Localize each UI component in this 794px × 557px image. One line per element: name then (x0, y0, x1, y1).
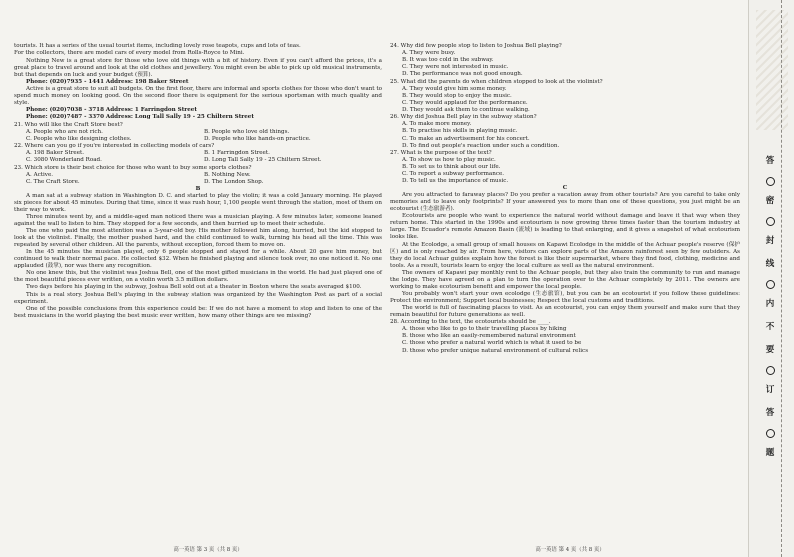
question-stem: 28. According to the text, the ecotourists should be ____. (390, 319, 551, 326)
passage-paragraph: The owners of Kapawi pay monthly rent to the Achuar people, but they also train the community to run and manage the lodge. They have agreed on a plan to turn the operation over to the Achuar completely by 2011. The owners are working to make ecotourism benefit and empower the local people. (390, 269, 740, 290)
page-3-body (14, 43, 382, 320)
passage-paragraph: One of the possible conclusions from this experience could be: If we do not have a moment to stop and listen to one of the best musicians in the world playing the best music ever written, how many other things are we missing? (14, 305, 382, 319)
option: B. People who love old things. (204, 128, 290, 135)
intro-line: For the collectors, there are model cars of every model from Rolls-Royce to Mini. (14, 50, 245, 57)
option: B. 1 Farringdon Street. (204, 150, 270, 157)
seal-char: 密 (765, 196, 775, 206)
question-24 (390, 43, 740, 78)
option: D. The London Shop. (204, 178, 264, 185)
seal-line (781, 0, 782, 557)
option: D. People who like hands-on practice. (204, 135, 311, 142)
passage-paragraph: A man sat at a subway station in Washington D. C. and started to play the violin; it was a cold January morning. He played six pieces for about 45 minutes. During that time, since it was rush hour, 1,100 people went through the station, most of them on their way to work. (14, 192, 382, 213)
question-stem: 26. Why did Joshua Bell play in the subway station? (390, 114, 537, 121)
option: C. They were not interested in music. (402, 64, 509, 71)
question-stem: 22. Where can you go if you're interested in collecting models of cars? (14, 143, 215, 150)
seal-char: 线 (765, 259, 775, 269)
option: C. People who like designing clothes. (26, 135, 132, 142)
passage-paragraph: This is a real story. Joshua Bell's playing in the subway station was organized by the Washington Post as part of a social experiment. (14, 291, 382, 305)
question-stem: 23. Which store is their best choice for those who want to buy some sports clothes? (14, 164, 252, 171)
section-heading-c: C (562, 185, 568, 192)
circle-mark-icon (766, 217, 775, 226)
question-26 (390, 114, 740, 149)
exam-page-3 (0, 0, 388, 557)
option: B. those who like an easily-remembered natural environment (402, 333, 576, 340)
option: A. Active. (26, 171, 54, 178)
seal-char: 要 (765, 345, 775, 355)
seal-char: 答 (765, 156, 775, 166)
store-phone-address: Phone: (020)7487 - 3370 Address: Long Tall Sally 19 - 25 Chiltern Street (26, 114, 254, 121)
option: D. To find out people's reaction under such a condition. (402, 142, 560, 149)
option: A. 198 Baker Street. (26, 150, 85, 157)
store-phone-address: Phone: (020)7935 - 1441 Address: 198 Baker Street (26, 79, 189, 86)
option: C. those who prefer a natural world which is what it used to be (402, 340, 582, 347)
option: D. those who prefer unique natural environment of cultural relics (402, 347, 589, 354)
exam-page-4 (388, 0, 748, 557)
section-heading-b: B (195, 185, 201, 192)
option: A. People who are not rich. (26, 128, 103, 135)
seal-char: 封 (765, 236, 775, 246)
passage-paragraph: Are you attracted to faraway places? Do you prefer a vacation away from other tourists? Are you careful to take only memories and to leave only footprints? If your answered yes to more than one of these questions, you just might be an ecotourist (生态旅游者). (390, 192, 740, 213)
store-description: Active is a great store to suit all budgets. On the first floor, there are informal and sports clothes for those who don't want to spend much money on looking good. On the second floor there is equipment for the serious sportsman with much quality and style. (14, 86, 382, 107)
passage-paragraph: No one knew this, but the violinist was Joshua Bell, one of the most gifted musicians in the world. He had just played one of the most beautiful pieces ever written, on a violin worth 3.5 million dollars. (14, 270, 382, 284)
passage-paragraph: At the Ecolodge, a small group of small houses on Kapawi Ecolodge in the middle of the Achuar people's reserve (保护区) and is only reached by air. From here, visitors can explore parts of the Amazon rainforest seen by few outsiders. As they do local Achuar guides explain how the forest is like their supermarket, where they find food, clothing, medicine and tools. As a result, tourists learn to enjoy the local culture as well as the natural environment. (390, 241, 740, 269)
seal-char: 题 (765, 448, 775, 458)
question-stem: 25. What did the parents do when children stopped to look at the violinist? (390, 78, 603, 85)
seal-char: 不 (765, 322, 775, 332)
passage-paragraph: Ecotourists are people who want to experience the natural world without damage and leave it that way when they return home. This started in the 1990s and ecotourism is now growing three times faster than the tourism industry at large. The Ecuador's remote Amazon Basin (流域) is leading to that enlarging, and it gives a snapshot of what ecotourism looks like. (390, 213, 740, 241)
option: D. To tell us the importance of music. (402, 178, 509, 185)
option: B. Nothing New. (204, 171, 251, 178)
option: A. To make more money. (402, 121, 472, 128)
passage-paragraph: The world is full of fascinating places to visit. As an ecotourist, you can enjoy them yourself and make sure that they remain beautiful for future generations as well. (390, 304, 740, 318)
circle-mark-icon (766, 429, 775, 438)
question-23 (14, 165, 382, 186)
store-phone-address: Phone: (020)7038 - 3718 Address: 1 Farringdon Street (26, 107, 197, 114)
option: C. They would applaud for the performance. (402, 99, 528, 106)
passage-paragraph: Two days before his playing in the subway, Joshua Bell sold out at a theater in Boston where the seats averaged $100. (26, 284, 362, 291)
question-21 (14, 122, 382, 143)
question-22 (14, 143, 382, 164)
question-25 (390, 79, 740, 114)
option: A. They would give him some money. (402, 85, 507, 92)
passage-paragraph: Three minutes went by, and a middle-aged man noticed there was a musician playing. A few minutes later, someone leaned against the wall to listen to him. They stopped for a few seconds, and then hurried up to meet their schedule. (14, 214, 382, 228)
question-28 (390, 319, 740, 354)
option: D. The performance was not good enough. (402, 71, 523, 78)
option: B. To set us to think about our life. (402, 163, 501, 170)
option: C. To make an advertisement for his concert. (402, 135, 530, 142)
question-stem: 24. Why did few people stop to listen to Joshua Bell playing? (390, 43, 562, 50)
question-stem: 27. What is the purpose of the text? (390, 149, 492, 156)
page-footer: 高一英语 第 3 页（共 8 页） (173, 546, 243, 553)
circle-mark-icon (766, 366, 775, 375)
option: B. It was too cold in the subway. (402, 57, 494, 64)
page-footer: 高一英语 第 4 页（共 8 页） (535, 546, 605, 553)
option: C. To report a subway performance. (402, 171, 505, 178)
circle-mark-icon (766, 177, 775, 186)
page-4-body (390, 43, 740, 355)
option: B. They would stop to enjoy the music. (402, 92, 512, 99)
seal-char: 答 (765, 408, 775, 418)
option: A. They were busy. (402, 50, 456, 57)
binding-pattern (756, 10, 788, 130)
question-stem: 21. Who will like the Craft Store best? (14, 121, 123, 128)
seal-char: 内 (765, 299, 775, 309)
seal-char: 订 (765, 385, 775, 395)
question-27 (390, 150, 740, 185)
passage-paragraph: The one who paid the most attention was a 3-year-old boy. His mother followed him along, hurried, but the kid stopped to look at the violinist. Finally, the mother pushed hard, and the child continued to walk, turning his head all the time. This was repeated by several other children. All the parents, without exception, forced them to move on. (14, 228, 382, 249)
option: A. those who like to go to their travelling places by hiking (402, 326, 567, 333)
store-description: Nothing New is a great store for those who love old things with a bit of history. Even if you can't afford the prices, it's a great place to travel around and look at the old clothes and jewellery. You might even be able to pick up old musical instruments, but that depends on luck and your budget (预算). (14, 58, 382, 79)
option: C. The Craft Store. (26, 178, 80, 185)
circle-mark-icon (766, 280, 775, 289)
option: C. 3080 Wonderland Road. (26, 157, 102, 164)
intro-line: tourists. It has a series of the usual tourist items, including lovely rose teapots, cups and lots of teas. (14, 43, 301, 49)
binding-margin (748, 0, 794, 557)
passage-paragraph: In the 45 minutes the musician played, only 6 people stopped and stayed for a while. About 20 gave him money, but continued to walk their normal pace. He collected $32. When he finished playing and silence took over, no one noticed it. No one applauded (鼓掌), nor was there any recognition. (14, 249, 382, 270)
option: B. To practise his skills in playing music. (402, 128, 518, 135)
option: D. They would ask them to continue walking. (402, 107, 530, 114)
passage-paragraph: You probably won't start your own ecolodge (生态旅馆), but you can be an ecotourist if you follow these guidelines: Protect the environment; Support local businesses; Respect the local customs and traditions. (390, 290, 740, 304)
option: A. To show us how to play music. (402, 156, 496, 163)
seal-line-notice (763, 150, 777, 465)
option: D. Long Tall Sally 19 - 25 Chiltern Street. (204, 157, 322, 164)
